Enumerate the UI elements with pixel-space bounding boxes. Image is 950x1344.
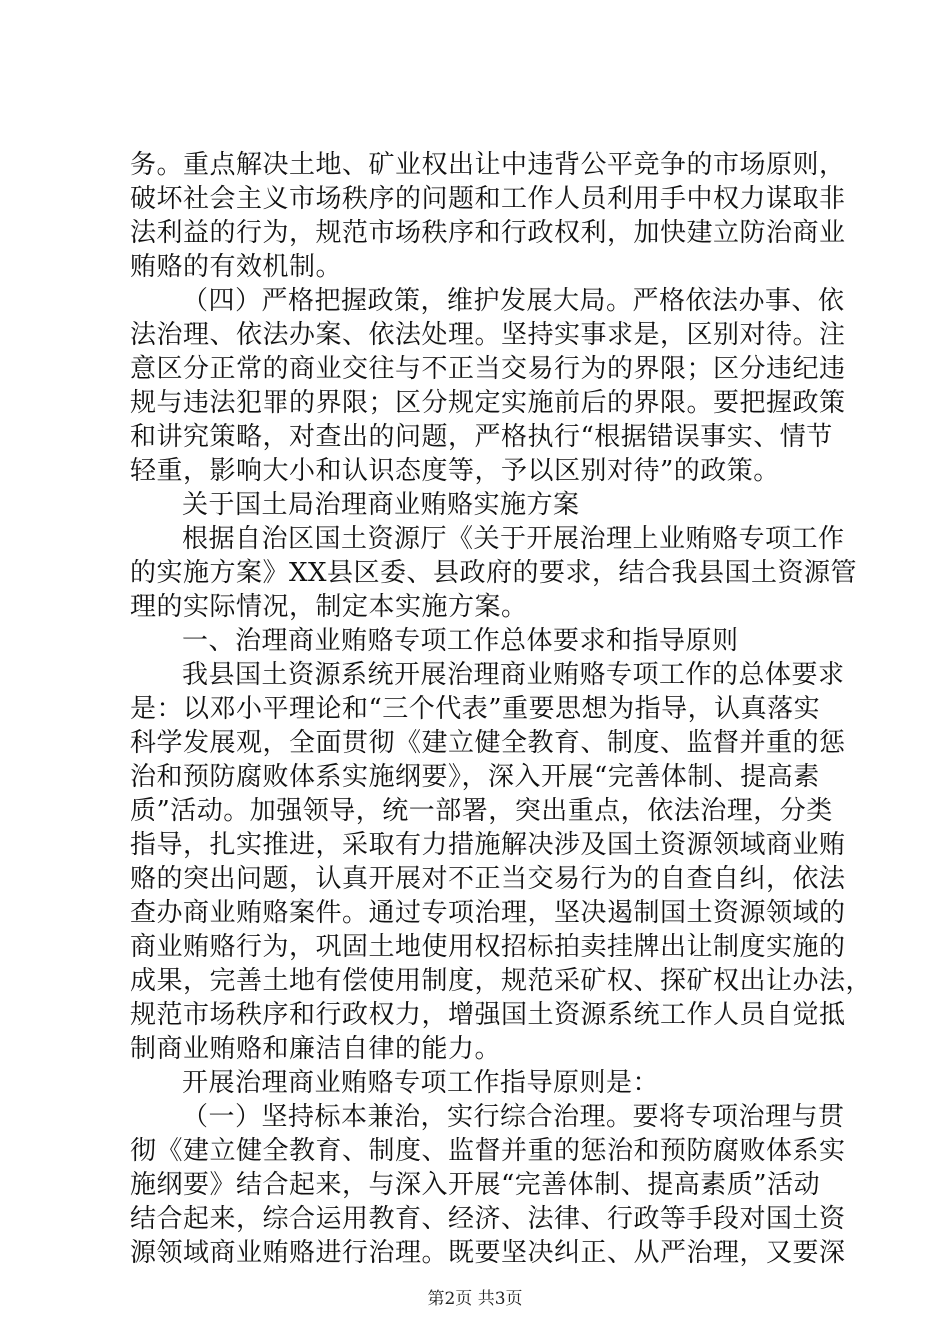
text-line: （一）坚持标本兼治，实行综合治理。要将专项治理与贯	[182, 1102, 845, 1132]
text-line: （四）严格把握政策，维护发展大局。严格依法办事、依	[182, 286, 845, 316]
text-line: 施纲要》结合起来，与深入开展“完善体制、提高素质”活动	[130, 1170, 821, 1200]
text-line: 质”活动。加强领导，统一部署，突出重点，依法治理，分类	[130, 796, 833, 826]
text-line: 意区分正常的商业交往与不正当交易行为的界限；区分违纪违	[130, 354, 846, 384]
text-line: 是：以邓小平理论和“三个代表”重要思想为指导，认真落实	[130, 694, 821, 724]
text-line: 我县国土资源系统开展治理商业贿赂专项工作的总体要求	[182, 660, 845, 690]
text-line: 法治理、依法办案、依法处理。坚持实事求是，区别对待。注	[130, 320, 846, 350]
text-line: 轻重，影响大小和认识态度等，予以区别对待”的政策。	[130, 456, 780, 486]
text-line: 一、治理商业贿赂专项工作总体要求和指导原则	[182, 626, 739, 656]
text-line: 贿赂的有效机制。	[130, 252, 343, 282]
text-line: 破坏社会主义市场秩序的问题和工作人员利用手中权力谋取非	[130, 184, 846, 214]
text-line: 结合起来，综合运用教育、经济、法律、行政等手段对国土资	[130, 1204, 846, 1234]
text-line: 开展治理商业贿赂专项工作指导原则是：	[182, 1068, 660, 1098]
page-footer: 第2页 共3页	[427, 1289, 523, 1309]
text-line: 制商业贿赂和廉洁自律的能力。	[130, 1034, 502, 1064]
text-line: 法利益的行为，规范市场秩序和行政权利，加快建立防治商业	[130, 218, 846, 248]
text-line: 关于国土局治理商业贿赂实施方案	[182, 490, 580, 520]
text-line: 和讲究策略，对查出的问题，严格执行“根据错误事实、情节	[130, 422, 833, 452]
text-line: 根据自治区国土资源厅《关于开展治理上业贿赂专项工作	[182, 524, 845, 554]
text-line: 的实施方案》XX县区委、县政府的要求，结合我县国土资源管	[130, 558, 858, 588]
text-line: 规范市场秩序和行政权力，增强国土资源系统工作人员自觉抵	[130, 1000, 846, 1030]
text-line: 务。重点解决土地、矿业权出让中违背公平竞争的市场原则，	[130, 150, 846, 180]
text-line: 商业贿赂行为，巩固土地使用权招标拍卖挂牌出让制度实施的	[130, 932, 846, 962]
text-line: 查办商业贿赂案件。通过专项治理，坚决遏制国土资源领域的	[130, 898, 846, 928]
document-body	[130, 148, 873, 1270]
text-line: 彻《建立健全教育、制度、监督并重的惩治和预防腐败体系实	[130, 1136, 846, 1166]
text-line: 源领域商业贿赂进行治理。既要坚决纠正、从严治理，又要深	[130, 1238, 846, 1268]
text-line: 治和预防腐败体系实施纲要》，深入开展“完善体制、提高素	[130, 762, 820, 792]
text-line: 赂的突出问题，认真开展对不正当交易行为的自查自纠，依法	[130, 864, 846, 894]
text-line: 理的实际情况，制定本实施方案。	[130, 592, 528, 622]
text-line: 科学发展观，全面贯彻《建立健全教育、制度、监督并重的惩	[130, 728, 846, 758]
text-line: 规与违法犯罪的界限；区分规定实施前后的界限。要把握政策	[130, 388, 846, 418]
text-line: 成果，完善土地有偿使用制度，规范采矿权、探矿权出让办法，	[130, 966, 873, 996]
text-line: 指导，扎实推进，采取有力措施解决涉及国土资源领域商业贿	[130, 830, 846, 860]
